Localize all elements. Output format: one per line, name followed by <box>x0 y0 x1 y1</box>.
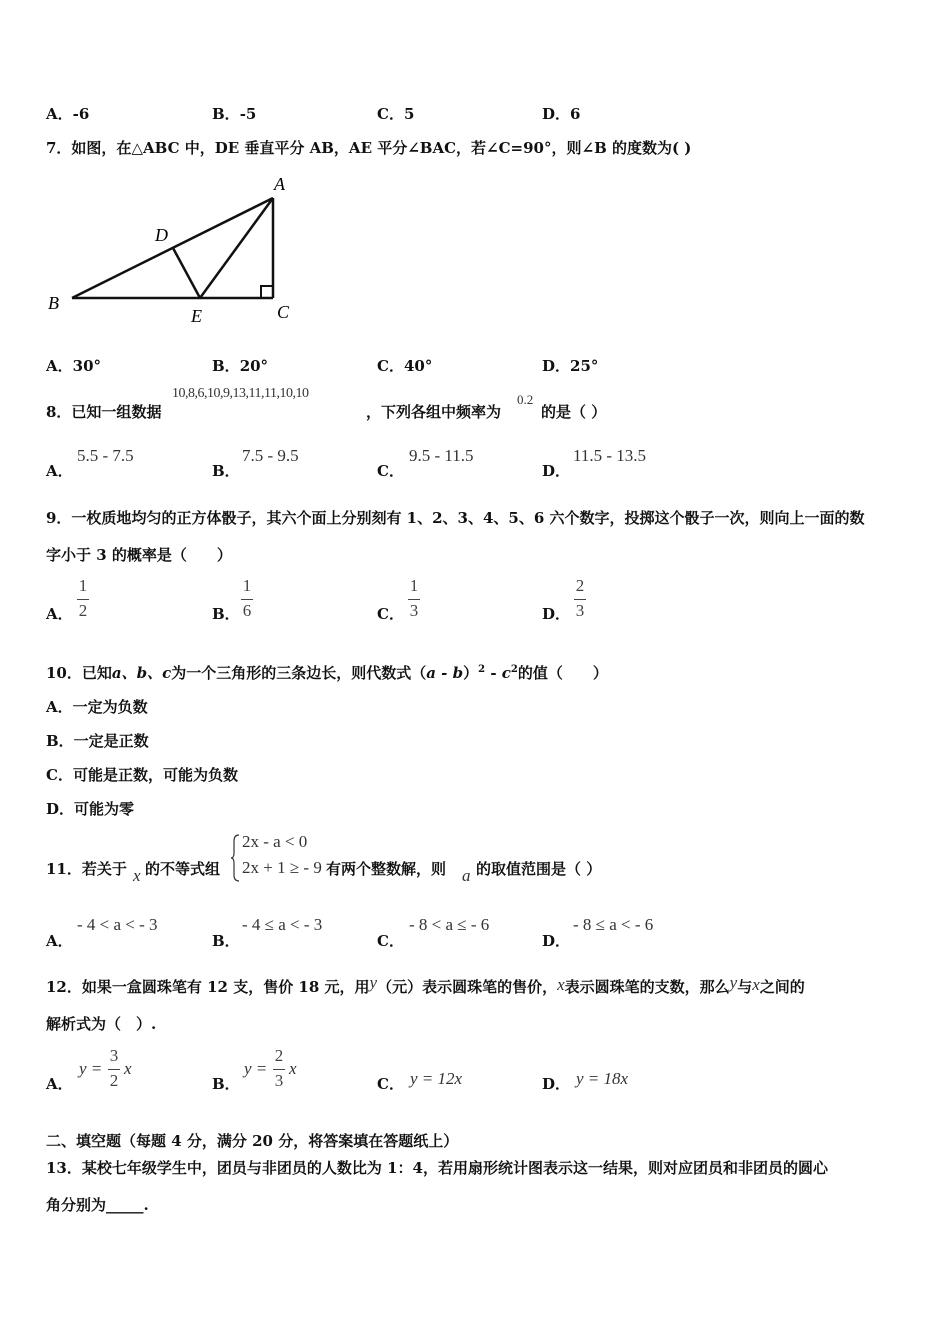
q9-option-b-label: B． <box>212 605 240 623</box>
q9-option-a-denominator: 2 <box>78 601 88 620</box>
q6-option-a: A．-6 <box>46 105 90 123</box>
q12-stem-line1: 12．如果一盒圆珠笔有 12 支，售价 18 元，用y（元）表示圆珠笔的售价，x表示圆珠笔的支数，那么y与x之间的 <box>46 973 805 996</box>
q11-stem-d: 的取值范围是（ ） <box>476 860 602 878</box>
q8-stem-c: 的是（ ） <box>541 403 607 421</box>
q11-option-d-label: D． <box>542 932 571 950</box>
q12-option-b-label: B． <box>212 1075 240 1093</box>
q11-option-b-label: B． <box>212 932 240 950</box>
right-angle-mark <box>261 286 273 298</box>
q9-stem-line2: 字小于 3 的概率是（ ） <box>46 546 232 564</box>
q12-stem-line2: 解析式为（ ）. <box>46 1015 157 1033</box>
segment-de <box>173 248 200 298</box>
q10-option-b: B．一定是正数 <box>46 732 149 750</box>
q11-option-a-label: A． <box>46 932 73 950</box>
label-d: D <box>155 225 168 245</box>
q11-inequality-1: 2x - a < 0 <box>242 832 308 851</box>
q6-option-b: B．-5 <box>212 105 257 123</box>
q12-option-c-value: y = 12x <box>410 1069 463 1088</box>
q7-stem: 7．如图，在△ABC 中，DE 垂直平分 AB，AE 平分∠BAC，若∠C=90°，则∠B 的度数为( ) <box>46 139 692 157</box>
q8-stem-b: ，下列各组中频率为 <box>366 403 502 421</box>
q9-option-d-numerator: 2 <box>575 576 585 595</box>
q11-option-b-value: - 4 ≤ a < - 3 <box>242 915 323 934</box>
section-2-heading: 二、填空题（每题 4 分，满分 20 分，将答案填在答题纸上） <box>46 1132 459 1150</box>
q12-option-a-fraction-bar <box>108 1069 120 1070</box>
q9-option-d-label: D． <box>542 605 571 623</box>
q8-option-a-label: A． <box>46 462 73 480</box>
q9-option-a-numerator: 1 <box>78 576 88 595</box>
q11-stem-c: 有两个整数解，则 <box>326 860 447 878</box>
q8-option-d-label: D． <box>542 462 571 480</box>
q11-inequality-2: 2x + 1 ≥ - 9 <box>242 858 322 877</box>
segment-ae <box>200 198 273 298</box>
q12-option-b-x: x <box>289 1059 297 1078</box>
q9-option-c-numerator: 1 <box>409 576 419 595</box>
q7-option-b: B．20° <box>212 357 269 375</box>
q13-stem-line1: 13．某校七年级学生中，团员与非团员的人数比为 1：4，若用扇形统计图表示这一结果，则对应团员和非团员的圆心 <box>46 1159 828 1177</box>
segment-ab <box>72 198 273 298</box>
q8-option-b-value: 7.5 - 9.5 <box>242 446 299 465</box>
q8-option-c-value: 9.5 - 11.5 <box>409 446 474 465</box>
q7-option-d: D．25° <box>542 357 599 375</box>
q9-option-c-label: C． <box>377 605 404 623</box>
label-a: A <box>274 174 285 194</box>
q11-option-d-value: - 8 ≤ a < - 6 <box>573 915 654 934</box>
q9-option-a-label: A． <box>46 605 73 623</box>
q9-option-a-fraction-bar <box>77 599 89 600</box>
q12-option-d-value: y = 18x <box>576 1069 629 1088</box>
q7-option-c: C．40° <box>377 357 433 375</box>
q11-var-x: x <box>133 866 141 885</box>
q11-option-c-label: C． <box>377 932 404 950</box>
q8-option-c-label: C． <box>377 462 404 480</box>
q12-option-c-label: C． <box>377 1075 404 1093</box>
q8-option-d-value: 11.5 - 13.5 <box>573 446 647 465</box>
q12-option-a-label: A． <box>46 1075 73 1093</box>
q11-option-c-value: - 8 < a ≤ - 6 <box>409 915 490 934</box>
q11-stem-a: 11．若关于 <box>46 860 127 878</box>
q9-option-c-fraction-bar <box>408 599 420 600</box>
q8-option-b-label: B． <box>212 462 240 480</box>
q12-option-a-denominator: 2 <box>109 1071 119 1090</box>
q9-option-c-denominator: 3 <box>409 601 419 620</box>
q9-option-b-fraction-bar <box>241 599 253 600</box>
q10-option-c: C．可能是正数，可能为负数 <box>46 766 238 784</box>
q12-option-a-lhs: y = <box>79 1059 103 1078</box>
q10-option-a: A．一定为负数 <box>46 698 148 716</box>
q12-option-b-denominator: 3 <box>274 1071 284 1090</box>
q7-option-a: A．30° <box>46 357 102 375</box>
q7-triangle-figure <box>40 170 310 330</box>
q11-brace <box>231 833 241 883</box>
q9-option-b-numerator: 1 <box>242 576 252 595</box>
q12-option-d-label: D． <box>542 1075 571 1093</box>
q12-option-b-fraction-bar <box>273 1069 285 1070</box>
q6-option-c: C．5 <box>377 105 415 123</box>
q11-var-a: a <box>462 866 471 885</box>
q9-option-b-denominator: 6 <box>242 601 252 620</box>
q12-option-a-numerator: 3 <box>109 1046 119 1065</box>
q6-option-d: D．6 <box>542 105 581 123</box>
q10-stem: 10．已知a、b、c为一个三角形的三条边长，则代数式$(a - b)^2 - c^2$的值（ ） <box>46 664 608 682</box>
q11-option-a-value: - 4 < a < - 3 <box>77 915 158 934</box>
q9-stem-line1: 9．一枚质地均匀的正方体骰子，其六个面上分别刻有 1、2、3、4、5、6 六个数字，投掷这个骰子一次，则向上一面的数 <box>46 509 865 527</box>
q9-option-d-fraction-bar <box>574 599 586 600</box>
q9-option-d-denominator: 3 <box>575 601 585 620</box>
q12-option-b-lhs: y = <box>244 1059 268 1078</box>
q11-stem-b: 的不等式组 <box>145 860 221 878</box>
q10-option-d: D．可能为零 <box>46 800 135 818</box>
label-c: C <box>277 302 290 322</box>
q8-stem-a: 8．已知一组数据 <box>46 403 162 421</box>
label-e: E <box>191 306 202 326</box>
q13-stem-line2: 角分别为_____. <box>46 1196 149 1214</box>
label-b: B <box>48 293 59 313</box>
q8-option-a-value: 5.5 - 7.5 <box>77 446 134 465</box>
q8-data-set: 10,8,6,10,9,13,11,11,10,10 <box>172 386 309 401</box>
q8-frequency: 0.2 <box>517 392 534 407</box>
q12-option-b-numerator: 2 <box>274 1046 284 1065</box>
q12-option-a-x: x <box>124 1059 132 1078</box>
